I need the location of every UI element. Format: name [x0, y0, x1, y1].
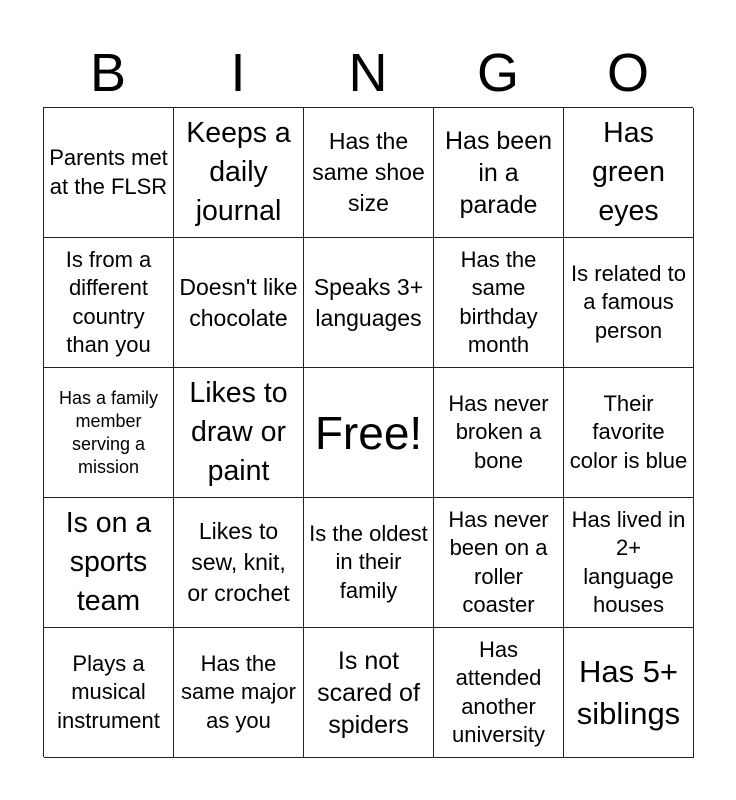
cell-text: Has been in a parade [444, 126, 553, 219]
cell-text: Is related to a famous person [571, 260, 686, 343]
cell-text: Keeps a daily journal [186, 117, 291, 227]
bingo-cell[interactable] [564, 238, 694, 368]
bingo-cell[interactable] [304, 238, 434, 368]
bingo-cell[interactable] [564, 628, 694, 758]
bingo-cell[interactable] [174, 628, 304, 758]
bingo-cell[interactable] [174, 108, 304, 238]
header-letter-b: B [89, 43, 127, 103]
bingo-cell[interactable] [174, 368, 304, 498]
bingo-cell[interactable] [44, 368, 174, 498]
bingo-cell[interactable] [304, 498, 434, 628]
bingo-cell[interactable] [434, 628, 564, 758]
cell-text: Speaks 3+ languages [313, 273, 424, 331]
bingo-cell[interactable] [434, 238, 564, 368]
bingo-cell[interactable] [174, 498, 304, 628]
bingo-cell[interactable] [304, 108, 434, 238]
bingo-cell[interactable] [434, 498, 564, 628]
cell-text: Is not scared of spiders [317, 646, 420, 739]
cell-text: Likes to sew, knit, or crochet [187, 518, 290, 606]
cell-text: Their favorite color is blue [569, 390, 688, 473]
cell-text: Has attended another university [452, 636, 545, 747]
cell-text: Parents met at the FLSR [49, 145, 168, 199]
bingo-cell[interactable] [434, 108, 564, 238]
cell-text: Is on a sports team [65, 507, 152, 617]
bingo-cell[interactable] [44, 498, 174, 628]
bingo-cell[interactable] [44, 628, 174, 758]
cell-text: Likes to draw or paint [189, 377, 288, 487]
cell-text: Has the same major as you [181, 650, 296, 733]
bingo-cell[interactable] [564, 108, 694, 238]
cell-text: Has green eyes [592, 117, 665, 227]
bingo-cell[interactable] [174, 238, 304, 368]
free-space-text: Free! [314, 406, 423, 459]
bingo-cell[interactable] [304, 628, 434, 758]
cell-text: Has never broken a bone [448, 390, 549, 473]
cell-text: Has a family member serving a mission [58, 387, 159, 477]
bingo-board [43, 107, 693, 757]
cell-text: Plays a musical instrument [57, 650, 160, 733]
bingo-header [43, 40, 693, 106]
bingo-cell[interactable] [44, 238, 174, 368]
header-letter-g: G [476, 43, 519, 103]
bingo-cell[interactable] [564, 368, 694, 498]
cell-text: Doesn't like chocolate [179, 273, 298, 331]
header-letter-n: N [348, 43, 388, 103]
header-letter-o: O [606, 43, 649, 103]
cell-text: Has never been on a roller coaster [448, 506, 549, 617]
cell-text: Has the same shoe size [312, 128, 425, 216]
header-letter-i: I [230, 43, 246, 103]
bingo-cell[interactable] [44, 108, 174, 238]
cell-text: Has the same birthday month [459, 246, 538, 357]
cell-text: Is from a different country than you [65, 246, 152, 357]
cell-text: Has 5+ siblings [576, 653, 681, 731]
cell-text: Is the oldest in their family [309, 520, 428, 603]
bingo-cell[interactable] [434, 368, 564, 498]
bingo-cell[interactable] [564, 498, 694, 628]
cell-text: Has lived in 2+ language houses [571, 506, 686, 617]
free-space[interactable] [304, 368, 434, 498]
